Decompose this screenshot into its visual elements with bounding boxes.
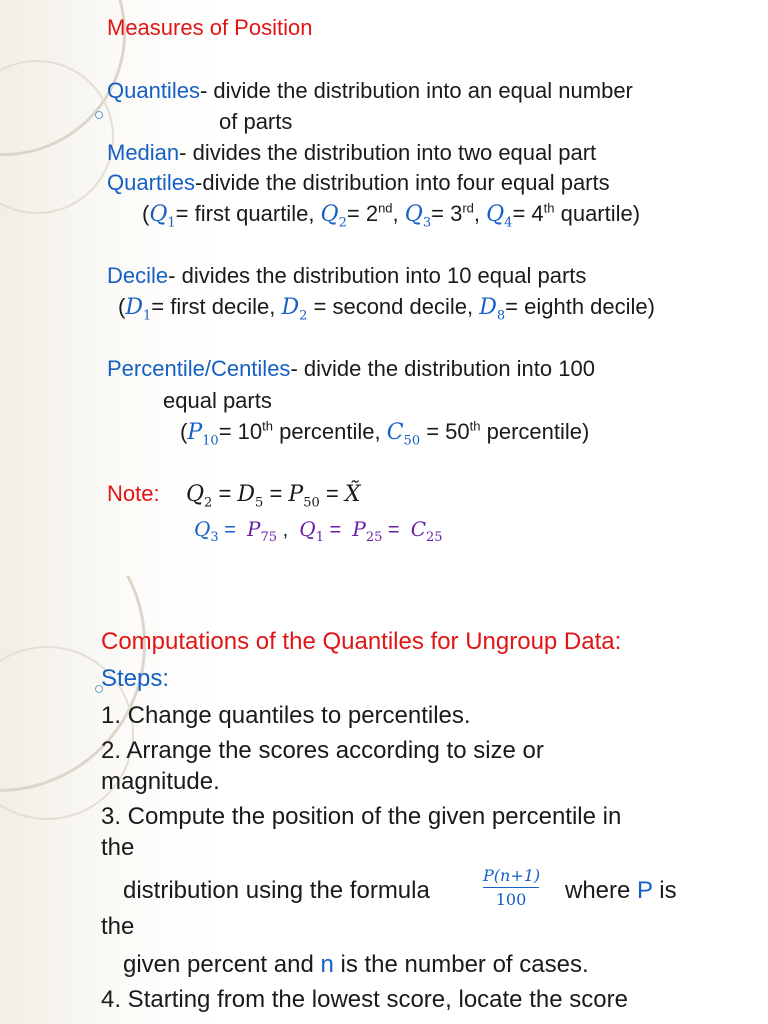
step-3-cont: the xyxy=(101,834,135,861)
formula-numerator: P(n+1) xyxy=(483,866,539,888)
formula-denominator: 100 xyxy=(495,890,527,909)
median-line xyxy=(107,142,596,164)
step-3-formula-tail: where P is xyxy=(565,877,677,904)
note-label: Note: xyxy=(107,481,160,506)
quantiles-definition-cont: of parts xyxy=(219,109,293,134)
term-quartiles: Quartiles xyxy=(107,170,196,195)
term-percentile: Percentile/Centiles xyxy=(107,356,291,381)
term-quantiles: Quantiles xyxy=(107,78,200,103)
note-equation-2: $Q_3 = P_{75}$ , $Q_1 = P_{25} = C_{25}$ xyxy=(194,517,443,545)
decile-symbols: ($D_1=$ first decile, $D_2$ = second decile, $D_8=$ eighth decile) xyxy=(118,294,655,324)
quartiles-line xyxy=(107,172,610,194)
steps-heading: Steps: xyxy=(101,665,170,692)
decorative-dot xyxy=(95,111,103,119)
median-definition: - divides the distribution into two equal part xyxy=(179,140,597,165)
term-median: Median xyxy=(107,140,180,165)
step-3-cont-3: given percent and n is the number of cases. xyxy=(123,951,589,978)
decile-definition: - divides the distribution into 10 equal parts xyxy=(168,263,587,288)
step-2-cont: magnitude. xyxy=(101,768,220,795)
step-3-formula-line: distribution using the formula xyxy=(123,877,430,904)
percentile-line xyxy=(107,358,595,380)
term-decile: Decile xyxy=(107,263,169,288)
quantiles-line xyxy=(107,80,633,102)
step-3: 3. Compute the position of the given percentile in xyxy=(101,803,622,830)
slide-title: Measures of Position xyxy=(107,15,313,40)
slide-quantile-computations xyxy=(0,576,768,1024)
quantiles-definition: - divide the distribution into an equal number xyxy=(199,78,633,103)
percentile-symbols: ($P_{10}= 10th$ percentile, $C_{50} = 50th$ percentile) xyxy=(180,418,590,449)
step-2: 2. Arrange the scores according to size or xyxy=(101,737,544,764)
slide-title: Computations of the Quantiles for Ungroup Data: xyxy=(101,628,622,655)
quartiles-definition: -divide the distribution into four equal parts xyxy=(195,170,610,195)
percentile-definition: - divide the distribution into 100 xyxy=(290,356,595,381)
decile-line xyxy=(107,265,586,287)
step-1: 1. Change quantiles to percentiles. xyxy=(101,702,471,729)
note-equation-1: $Q_2 = D_5 = P_{50}$ = X̃ xyxy=(186,481,361,511)
step-4: 4. Starting from the lowest score, locate the score xyxy=(101,986,628,1013)
quartiles-symbols: ($Q_1=$ first quartile, $Q_2= 2nd$, $Q_3= 3rd$, $Q_4= 4th$ quartile) xyxy=(142,200,641,231)
step-3-cont-2: the xyxy=(101,913,135,940)
percentile-definition-cont: equal parts xyxy=(163,388,272,413)
percentile-position-formula xyxy=(483,866,539,909)
